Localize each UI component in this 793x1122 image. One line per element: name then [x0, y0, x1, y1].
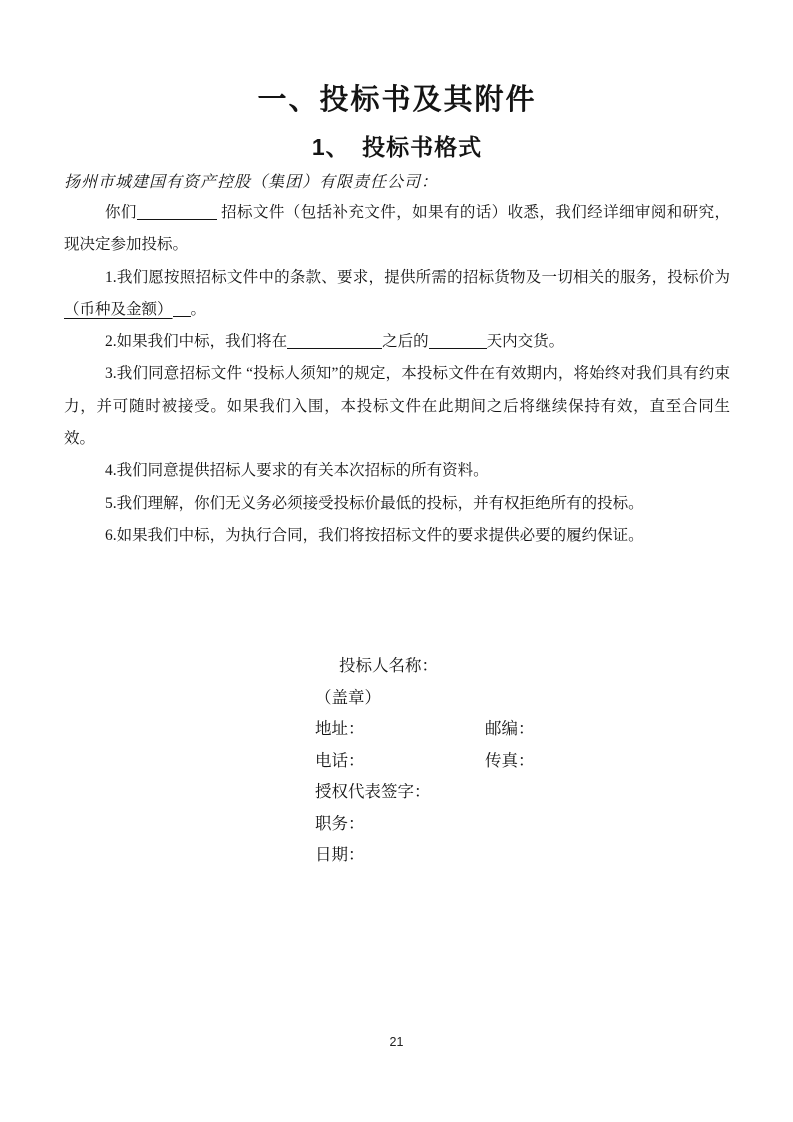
- form-label: （盖章）: [315, 687, 381, 707]
- form-label: 授权代表签字：: [315, 782, 431, 802]
- body-paragraph-4: 3.我们同意招标文件 “投标人须知”的规定，本投标文件在有效期内，将始终对我们具有约束力，并可随时被接受。如果我们入围，本投标文件在此期间之后将继续保持有效，直至合同生效。: [64, 365, 730, 448]
- form-label: 电话：: [315, 750, 365, 770]
- body-paragraph-1: 你们 招标文件（包括补充文件，如果有的话）收悉，我们经详细审阅和研究，现决定参加投标。: [64, 204, 730, 254]
- body-paragraph-6: 5.我们理解，你们无义务必须接受投标价最低的投标，并有权拒绝所有的投标。: [105, 494, 644, 512]
- form-line-2: [315, 682, 730, 714]
- form-label: 日期：: [315, 845, 365, 865]
- form-label: 邮编：: [485, 719, 535, 739]
- form-line-6: [315, 808, 730, 840]
- blank-line: [173, 302, 191, 317]
- blank-line: [137, 205, 217, 220]
- form-line-4: [315, 745, 730, 777]
- underlined-text: （币种及金额）: [64, 300, 173, 318]
- blank-line: [429, 334, 487, 349]
- body-paragraph-2: 1.我们愿按照招标文件中的条款、要求，提供所需的招标货物及一切相关的服务，投标价为（币种及金额） 。: [64, 268, 730, 318]
- form-line-5: [315, 776, 730, 808]
- form-label: 职务：: [315, 813, 365, 833]
- body-paragraph-3: 2.如果我们中标，我们将在 之后的 天内交货。: [105, 333, 565, 351]
- form-label: 传真：: [485, 750, 535, 770]
- form-label: 地址：: [315, 719, 365, 739]
- document-title: 一、投标书及其附件: [257, 84, 537, 116]
- form-line-7: [315, 839, 730, 871]
- blank-line: [287, 334, 382, 349]
- section-heading: 1、 投标书格式: [311, 134, 483, 160]
- page-number: 21: [389, 1035, 404, 1049]
- salutation-line: 扬州市城建国有资产控股（集团）有限责任公司：: [64, 174, 439, 191]
- bidder-form: [315, 650, 730, 871]
- document-body: [64, 197, 730, 552]
- body-paragraph-7: 6.如果我们中标，为执行合同，我们将按招标文件的要求提供必要的履约保证。: [105, 526, 644, 544]
- form-line-1: [315, 650, 730, 682]
- form-label: 投标人名称：: [339, 656, 438, 676]
- form-line-3: [315, 713, 730, 745]
- body-paragraph-5: 4.我们同意提供招标人要求的有关本次招标的所有资料。: [105, 462, 489, 480]
